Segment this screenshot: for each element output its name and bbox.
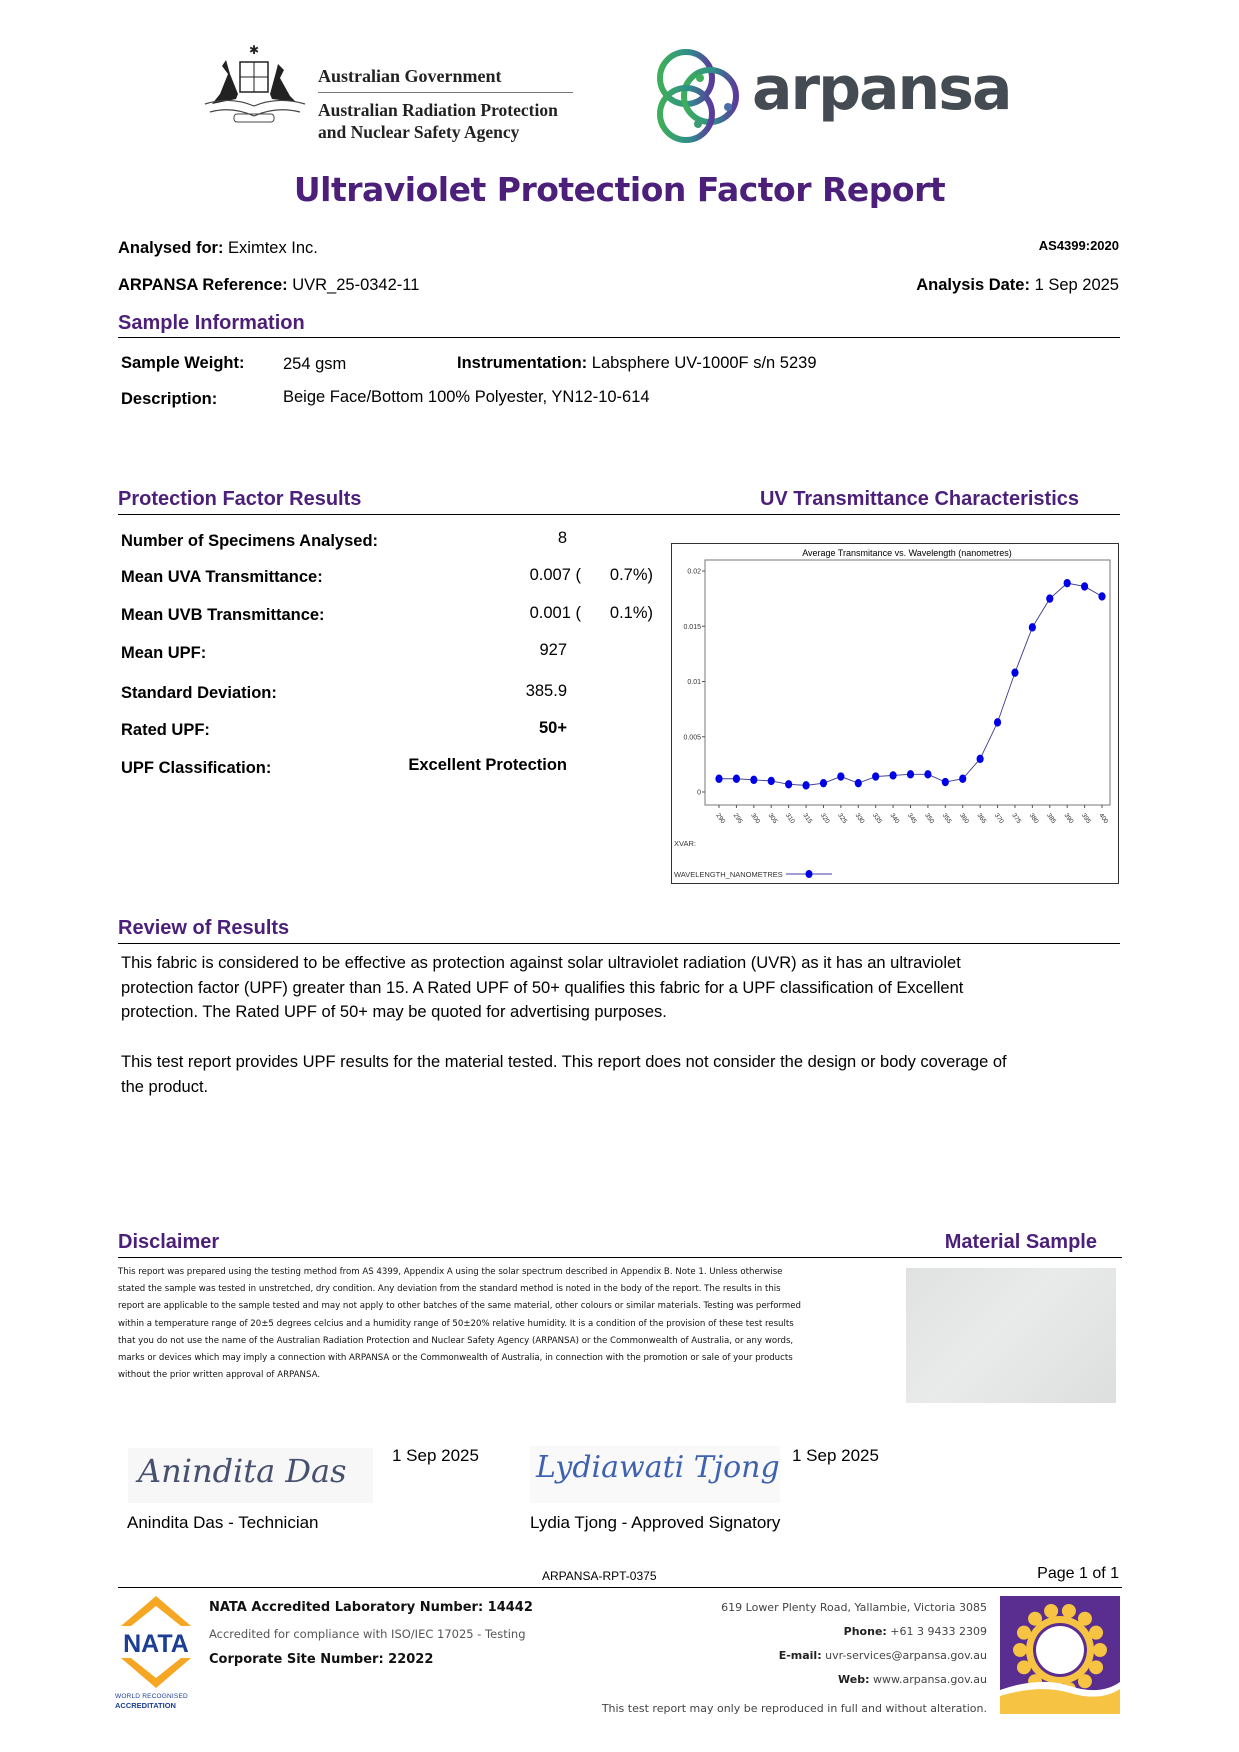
data-point	[1046, 594, 1053, 602]
nata-lab-number: NATA Accredited Laboratory Number: 14442	[209, 1600, 533, 1615]
instrumentation	[457, 354, 817, 373]
result-label: Mean UPF:	[121, 644, 207, 662]
x-tick-label: 295	[731, 812, 744, 826]
uv-transmittance-heading: UV Transmittance Characteristics	[759, 488, 1079, 510]
signature-approver-date: 1 Sep 2025	[792, 1446, 879, 1465]
x-tick-label: 355	[940, 812, 953, 826]
description-label: Description:	[121, 390, 218, 408]
data-point	[942, 778, 949, 786]
gov-title: Australian Government	[318, 66, 502, 86]
signature-approver-name: Lydia Tjong - Approved Signatory	[530, 1513, 781, 1532]
x-tick-label: 375	[1010, 812, 1023, 826]
disclaimer-divider	[118, 1257, 1122, 1258]
x-tick-label: 350	[923, 812, 936, 826]
x-tick-label: 385	[1045, 812, 1058, 826]
result-label: Number of Specimens Analysed:	[121, 532, 379, 550]
x-tick-label: 305	[766, 812, 779, 826]
data-point	[1064, 579, 1071, 587]
arpansa-reference	[118, 276, 419, 295]
data-point	[1098, 592, 1105, 600]
svg-text:✱: ✱	[248, 44, 260, 57]
signature-approver	[530, 1446, 780, 1503]
web-label: Web:	[838, 1673, 870, 1686]
y-tick-label: 0.005	[683, 734, 701, 742]
svg-text:NATA: NATA	[123, 1630, 189, 1658]
x-tick-label: 390	[1062, 812, 1075, 826]
standard-code: AS4399:2020	[1038, 238, 1119, 253]
y-tick-label: 0.01	[687, 679, 701, 686]
data-point	[855, 779, 862, 787]
data-point	[959, 775, 966, 783]
x-tick-label: 365	[975, 812, 988, 826]
sun-ray	[1013, 1643, 1027, 1657]
nata-world-line1: WORLD RECOGNISED	[115, 1693, 188, 1700]
y-tick-label: 0.015	[683, 623, 701, 631]
data-point	[750, 776, 757, 784]
data-point	[889, 771, 896, 779]
x-tick-label: 340	[888, 812, 901, 826]
signature-technician-script: Anindita Das	[138, 1452, 347, 1490]
analysed-for-label: Analysed for:	[118, 239, 224, 257]
result-value: Excellent Protection	[408, 756, 567, 774]
data-point	[1011, 668, 1018, 676]
web-link[interactable]: www.arpansa.gov.au	[873, 1673, 987, 1686]
signature-approver-script: Lydiawati Tjong	[536, 1450, 780, 1485]
footer-divider	[118, 1587, 1122, 1588]
result-label: UPF Classification:	[121, 759, 272, 777]
data-point	[837, 772, 844, 780]
reference-value: UVR_25-0342-11	[292, 276, 420, 294]
protection-results-heading: Protection Factor Results	[118, 488, 362, 510]
sample-weight-value: 254 gsm	[283, 355, 347, 373]
result-label: Mean UVA Transmittance:	[121, 568, 323, 586]
x-tick-label: 310	[783, 812, 796, 826]
analysis-date	[916, 276, 1119, 295]
result-percent: 0.1%)	[609, 604, 653, 622]
australian-government-crest	[200, 44, 310, 130]
result-label: Mean UVB Transmittance:	[121, 606, 325, 624]
report-title: Ultraviolet Protection Factor Report	[293, 170, 946, 209]
signature-technician-date: 1 Sep 2025	[392, 1446, 479, 1465]
data-point	[1081, 582, 1088, 590]
chart-title: Average Transmitance vs. Wavelength (nanometres)	[802, 548, 1012, 558]
email	[779, 1649, 987, 1662]
legend-label: WAVELENGTH_NANOMETRES	[674, 870, 783, 879]
sunsmart-logo	[1000, 1596, 1120, 1714]
result-value: 0.001 (	[529, 604, 581, 622]
analysed-for-value: Eximtex Inc.	[228, 239, 318, 257]
analysed-for	[118, 239, 318, 258]
material-sample-image	[906, 1268, 1116, 1403]
material-sample-heading: Material Sample	[944, 1231, 1097, 1253]
x-tick-label: 400	[1097, 812, 1110, 826]
agency-name-line1: Australian Radiation Protection	[318, 100, 558, 120]
x-tick-label: 380	[1027, 812, 1040, 826]
arpansa-logo	[648, 44, 1011, 146]
x-tick-label: 315	[801, 812, 814, 826]
result-percent: 0.7%)	[609, 566, 653, 584]
result-label: Standard Deviation:	[121, 684, 277, 702]
result-value: 927	[539, 641, 567, 659]
sun-ray	[1093, 1643, 1107, 1657]
x-axis-label: XVAR:	[674, 839, 696, 848]
data-point	[785, 780, 792, 788]
corporate-site-number: Corporate Site Number: 22022	[209, 1652, 434, 1667]
reference-label: ARPANSA Reference:	[118, 276, 288, 294]
data-point	[977, 755, 984, 763]
phone-label: Phone:	[843, 1625, 887, 1638]
email-label: E-mail:	[778, 1649, 822, 1662]
transmittance-chart-svg	[672, 544, 1118, 883]
x-tick-label: 345	[905, 812, 918, 826]
x-tick-label: 395	[1079, 812, 1092, 826]
review-heading: Review of Results	[118, 917, 290, 939]
sun-ray	[1044, 1604, 1058, 1618]
analysis-date-label: Analysis Date:	[916, 276, 1030, 294]
phone-value: +61 3 9433 2309	[890, 1625, 987, 1638]
x-tick-label: 370	[992, 812, 1005, 826]
description-value: Beige Face/Bottom 100% Polyester, YN12-10-614	[283, 388, 650, 406]
legend-marker	[806, 870, 813, 878]
gov-divider	[318, 92, 573, 93]
reproduction-note: This test report may only be reproduced in full and without alteration.	[601, 1702, 987, 1715]
y-tick-label: 0.02	[687, 568, 701, 576]
nata-diamond-icon	[115, 1592, 197, 1692]
x-tick-label: 330	[853, 812, 866, 826]
data-point	[802, 781, 809, 789]
result-value: 385.9	[525, 682, 567, 700]
review-paragraph-1: This fabric is considered to be effective as protection against solar ultraviolet radiation (UVR) as it has an ultraviolet protection factor (UPF) greater than 15. A Rated UPF of 50+ qualifies this fabric for a UPF classification of Excellent protection. The Rated UPF of 50+ may be quoted for advertising purposes.	[121, 954, 964, 1021]
signature-technician-name: Anindita Das - Technician	[127, 1513, 319, 1532]
phone	[844, 1625, 987, 1638]
transmittance-chart	[671, 543, 1119, 884]
data-point	[994, 718, 1001, 726]
page-number: Page 1 of 1	[1037, 1565, 1119, 1582]
sample-weight-label: Sample Weight:	[121, 354, 245, 372]
x-tick-label: 290	[714, 812, 727, 826]
sample-information-divider	[118, 337, 1120, 338]
data-point	[1029, 623, 1036, 631]
coat-of-arms-icon	[200, 44, 310, 130]
agency-name-line2: and Nuclear Safety Agency	[318, 122, 520, 142]
arpansa-wordmark: arpansa	[752, 54, 1011, 124]
result-value: 0.007 (	[529, 566, 581, 584]
results-divider	[118, 514, 1120, 515]
x-tick-label: 325	[836, 812, 849, 826]
disclaimer-text: This report was prepared using the testing method from AS 4399, Appendix A using the solar spectrum described in Appendix B. Note 1. Unless otherwise stated the sample was tested in unstretched, dry condition. Any deviation from the standard method is noted in the body of the report. The results in this report are applicable to the sample tested and may not apply to other batches of the same material, other colours or similar materials. Testing was performed within a temperature range of 20±5 degrees celcius and a humidity range of 50±20% relative humidity. It is a condition of the provision of these test results that you do not use the name of the Australian Radiation Protection and Nuclear Safety Agency (ARPANSA) or the Commonwealth of Australia, or any words, marks or devices which may imply a connection with ARPANSA or the Commonwealth of Australia, in connection with the promotion or sale of your products without the prior written approval of ARPANSA.	[118, 1267, 801, 1381]
nata-world-line2: ACCREDITATION	[115, 1701, 176, 1710]
result-value: 8	[557, 529, 567, 547]
sun-icon	[1000, 1596, 1120, 1714]
analysis-date-value: 1 Sep 2025	[1034, 276, 1119, 294]
data-point	[820, 779, 827, 787]
review-paragraph-2: This test report provides UPF results for the material tested. This report does not consider the design or body coverage of the product.	[121, 1053, 1007, 1096]
data-point	[715, 775, 722, 783]
result-label: Rated UPF:	[121, 721, 210, 739]
signature-technician	[128, 1448, 373, 1503]
disclaimer-heading: Disclaimer	[118, 1231, 220, 1253]
instrumentation-value: Labsphere UV-1000F s/n 5239	[591, 354, 817, 372]
x-tick-label: 300	[749, 812, 762, 826]
nata-compliance: Accredited for compliance with ISO/IEC 17025 - Testing	[209, 1627, 526, 1641]
sun-ray	[1062, 1604, 1076, 1618]
instrumentation-label: Instrumentation:	[457, 354, 588, 372]
arpansa-knot-icon	[648, 44, 748, 146]
data-point	[924, 770, 931, 778]
web	[838, 1673, 987, 1686]
data-point	[768, 777, 775, 785]
email-link[interactable]: uvr-services@arpansa.gov.au	[825, 1649, 987, 1662]
y-tick-label: 0	[697, 789, 701, 797]
data-point	[907, 770, 914, 778]
review-divider	[118, 943, 1120, 944]
sample-information-heading: Sample Information	[118, 312, 305, 334]
data-point	[733, 775, 740, 783]
x-tick-label: 320	[818, 812, 831, 826]
x-tick-label: 335	[871, 812, 884, 826]
address: 619 Lower Plenty Road, Yallambie, Victoria 3085	[721, 1601, 987, 1614]
data-point	[872, 772, 879, 780]
result-value: 50+	[539, 719, 567, 737]
document-code: ARPANSA-RPT-0375	[542, 1569, 657, 1583]
nata-logo	[115, 1592, 197, 1712]
x-tick-label: 360	[958, 812, 971, 826]
